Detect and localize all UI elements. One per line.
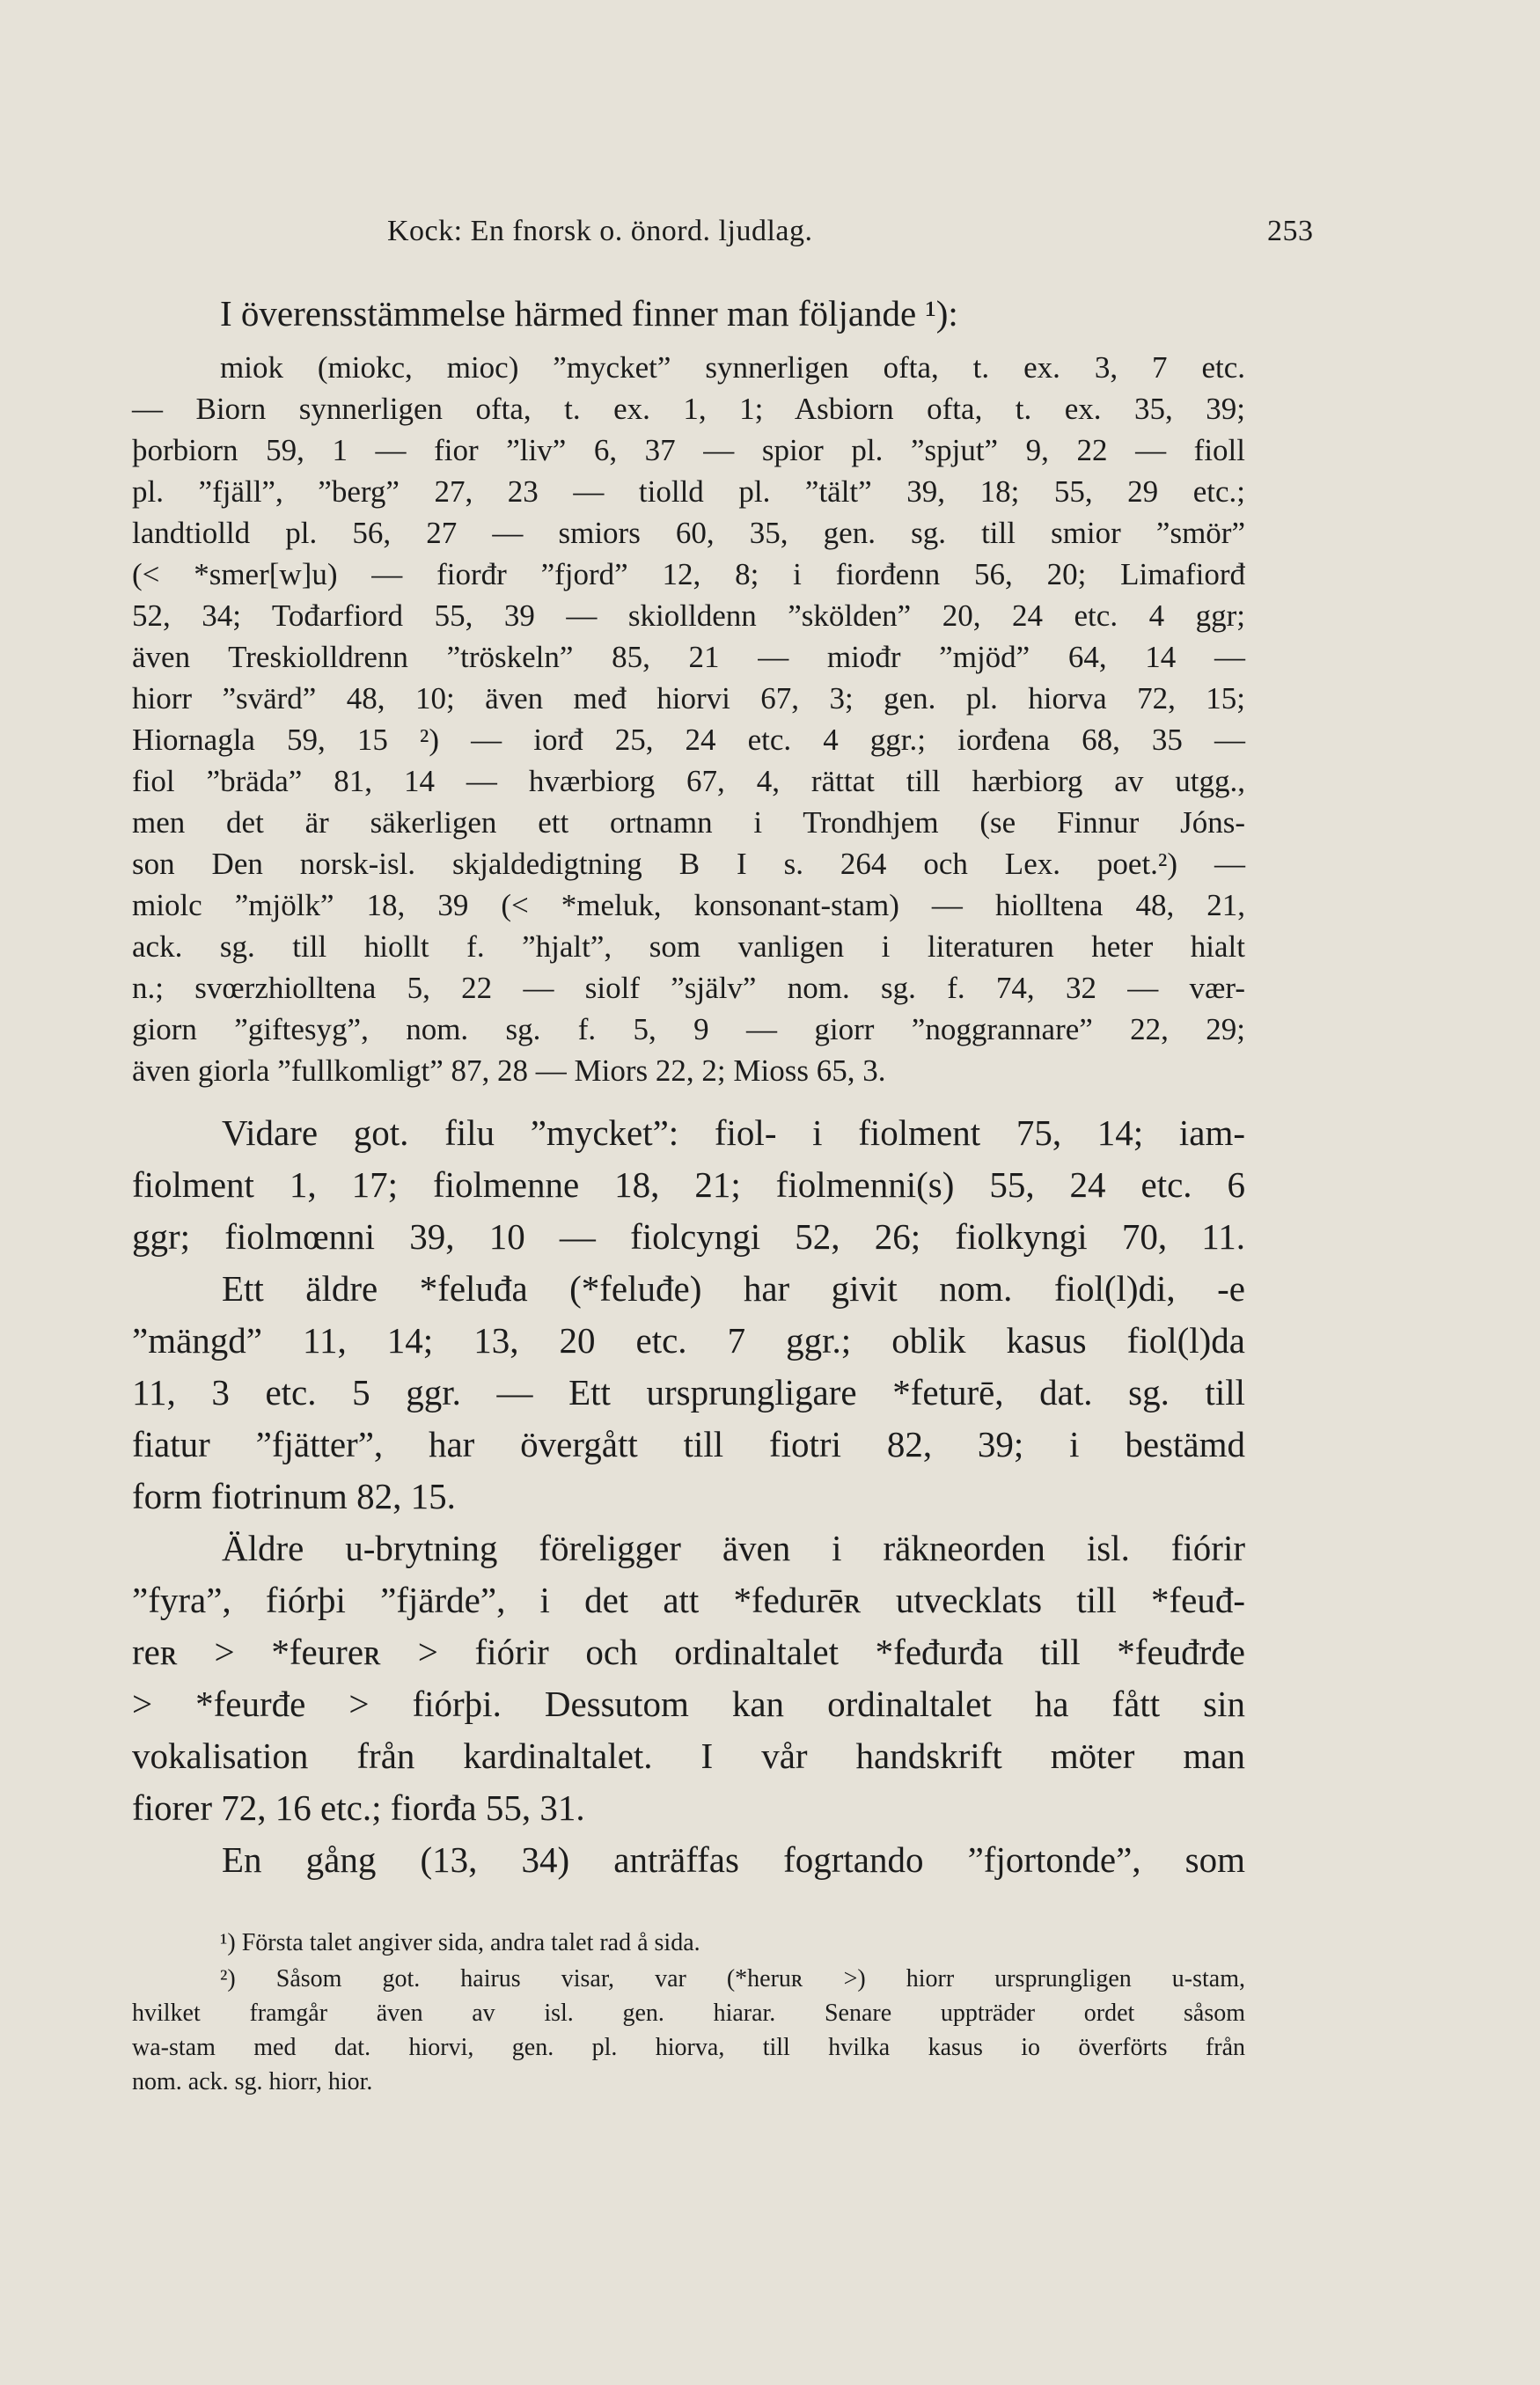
body-line: Hiornagla 59, 15 ²) — iorđ 25, 24 etc. 4 ggr.; iorđena 68, 35 — xyxy=(132,723,1245,757)
body-line: giorn ”giftesyg”, nom. sg. f. 5, 9 — giorr ”noggrannare” 22, 29; xyxy=(132,1012,1245,1046)
page-number: 253 xyxy=(1267,215,1314,247)
body-line: form fiotrinum 82, 15. xyxy=(132,1476,456,1516)
body-line: Äldre u-brytning föreligger även i räkneorden isl. fiórir xyxy=(222,1528,1245,1568)
body-line: Ett äldre *feluđa (*feluđe) har givit nom. fiol(l)di, -e xyxy=(222,1268,1245,1309)
running-title: Kock: En fnorsk o. önord. ljudlag. xyxy=(387,215,813,247)
body-line: 52, 34; Tođarfiord 55, 39 — skiolldenn ”skölden” 20, 24 etc. 4 ggr; xyxy=(132,598,1245,633)
body-line: miolc ”mjölk” 18, 39 (< *meluk, konsonant-stam) — hiolltena 48, 21, xyxy=(132,888,1245,922)
body-line: þorbiorn 59, 1 — fior ”liv” 6, 37 — spior pl. ”spjut” 9, 22 — fioll xyxy=(132,433,1245,467)
body-line: miok (miokc, mioc) ”mycket” synnerligen ofta, t. ex. 3, 7 etc. xyxy=(220,350,1245,385)
body-line: fiol ”bräda” 81, 14 — hværbiorg 67, 4, rättat till hærbiorg av utgg., xyxy=(132,764,1245,798)
body-line: 11, 3 etc. 5 ggr. — Ett ursprungligare *feturē, dat. sg. till xyxy=(132,1372,1245,1413)
body-line: ”fyra”, fiórþi ”fjärde”, i det att *fedurēʀ utvecklats till *feuđ- xyxy=(132,1580,1245,1620)
body-line: hiorr ”svärd” 48, 10; även međ hiorvi 67, 3; gen. pl. hiorva 72, 15; xyxy=(132,681,1245,716)
footnote-line: hvilket framgår även av isl. gen. hiarar. Senare uppträder ordet såsom xyxy=(132,2000,1245,2027)
body-line: fiolment 1, 17; fiolmenne 18, 21; fiolmenni(s) 55, 24 etc. 6 xyxy=(132,1164,1245,1205)
body-line: fiorer 72, 16 etc.; fiorđa 55, 31. xyxy=(132,1787,585,1828)
intro-sentence: I överensstämmelse härmed finner man följande ¹): xyxy=(220,293,958,334)
body-line: > *feurđe > fiórþi. Dessutom kan ordinaltalet ha fått sin xyxy=(132,1684,1245,1724)
body-line: n.; svœrzhiolltena 5, 22 — siolf ”själv” nom. sg. f. 74, 32 — vær- xyxy=(132,971,1245,1005)
body-line: även giorla ”fullkomligt” 87, 28 — Miors 22, 2; Mioss 65, 3. xyxy=(132,1053,886,1088)
footnote-line: wa-stam med dat. hiorvi, gen. pl. hiorva, till hvilka kasus io överförts från xyxy=(132,2034,1245,2061)
body-line: pl. ”fjäll”, ”berg” 27, 23 — tiolld pl. ”tält” 39, 18; 55, 29 etc.; xyxy=(132,474,1245,509)
body-line: ack. sg. till hiollt f. ”hjalt”, som vanligen i literaturen heter hialt xyxy=(132,929,1245,964)
body-line: ggr; fiolmœnni 39, 10 — fiolcyngi 52, 26; fiolkyngi 70, 11. xyxy=(132,1216,1245,1257)
body-line: (< *smer[w]u) — fiorđr ”fjord” 12, 8; i fiorđenn 56, 20; Limafiorđ xyxy=(132,557,1245,591)
body-line: — Biorn synnerligen ofta, t. ex. 1, 1; Asbiorn ofta, t. ex. 35, 39; xyxy=(132,392,1245,426)
body-line: men det är säkerligen ett ortnamn i Trondhjem (se Finnur Jóns- xyxy=(132,805,1245,840)
body-line: En gång (13, 34) anträffas fogrtando ”fjortonde”, som xyxy=(222,1839,1245,1880)
footnote-line: ¹) Första talet angiver sida, andra talet rad å sida. xyxy=(220,1929,700,1956)
body-line: Vidare got. filu ”mycket”: fiol- i fiolment 75, 14; iam- xyxy=(222,1112,1245,1153)
body-line: landtiolld pl. 56, 27 — smiors 60, 35, gen. sg. till smior ”smör” xyxy=(132,516,1245,550)
footnote-line: ²) Såsom got. hairus visar, var (*heruʀ >) hiorr ursprungligen u-stam, xyxy=(220,1965,1245,1992)
body-line: vokalisation från kardinaltalet. I vår handskrift möter man xyxy=(132,1736,1245,1776)
body-line: ”mängd” 11, 14; 13, 20 etc. 7 ggr.; oblik kasus fiol(l)da xyxy=(132,1320,1245,1361)
body-line: reʀ > *feureʀ > fiórir och ordinaltalet *feđurđa till *feuđrđe xyxy=(132,1632,1245,1672)
body-line: son Den norsk-isl. skjaldedigtning B I s. 264 och Lex. poet.²) — xyxy=(132,847,1245,881)
body-line: fiatur ”fjätter”, har övergått till fiotri 82, 39; i bestämd xyxy=(132,1424,1245,1464)
footnote-line: nom. ack. sg. hiorr, hior. xyxy=(132,2068,373,2095)
body-line: även Treskiolldrenn ”tröskeln” 85, 21 — miođr ”mjöd” 64, 14 — xyxy=(132,640,1245,674)
